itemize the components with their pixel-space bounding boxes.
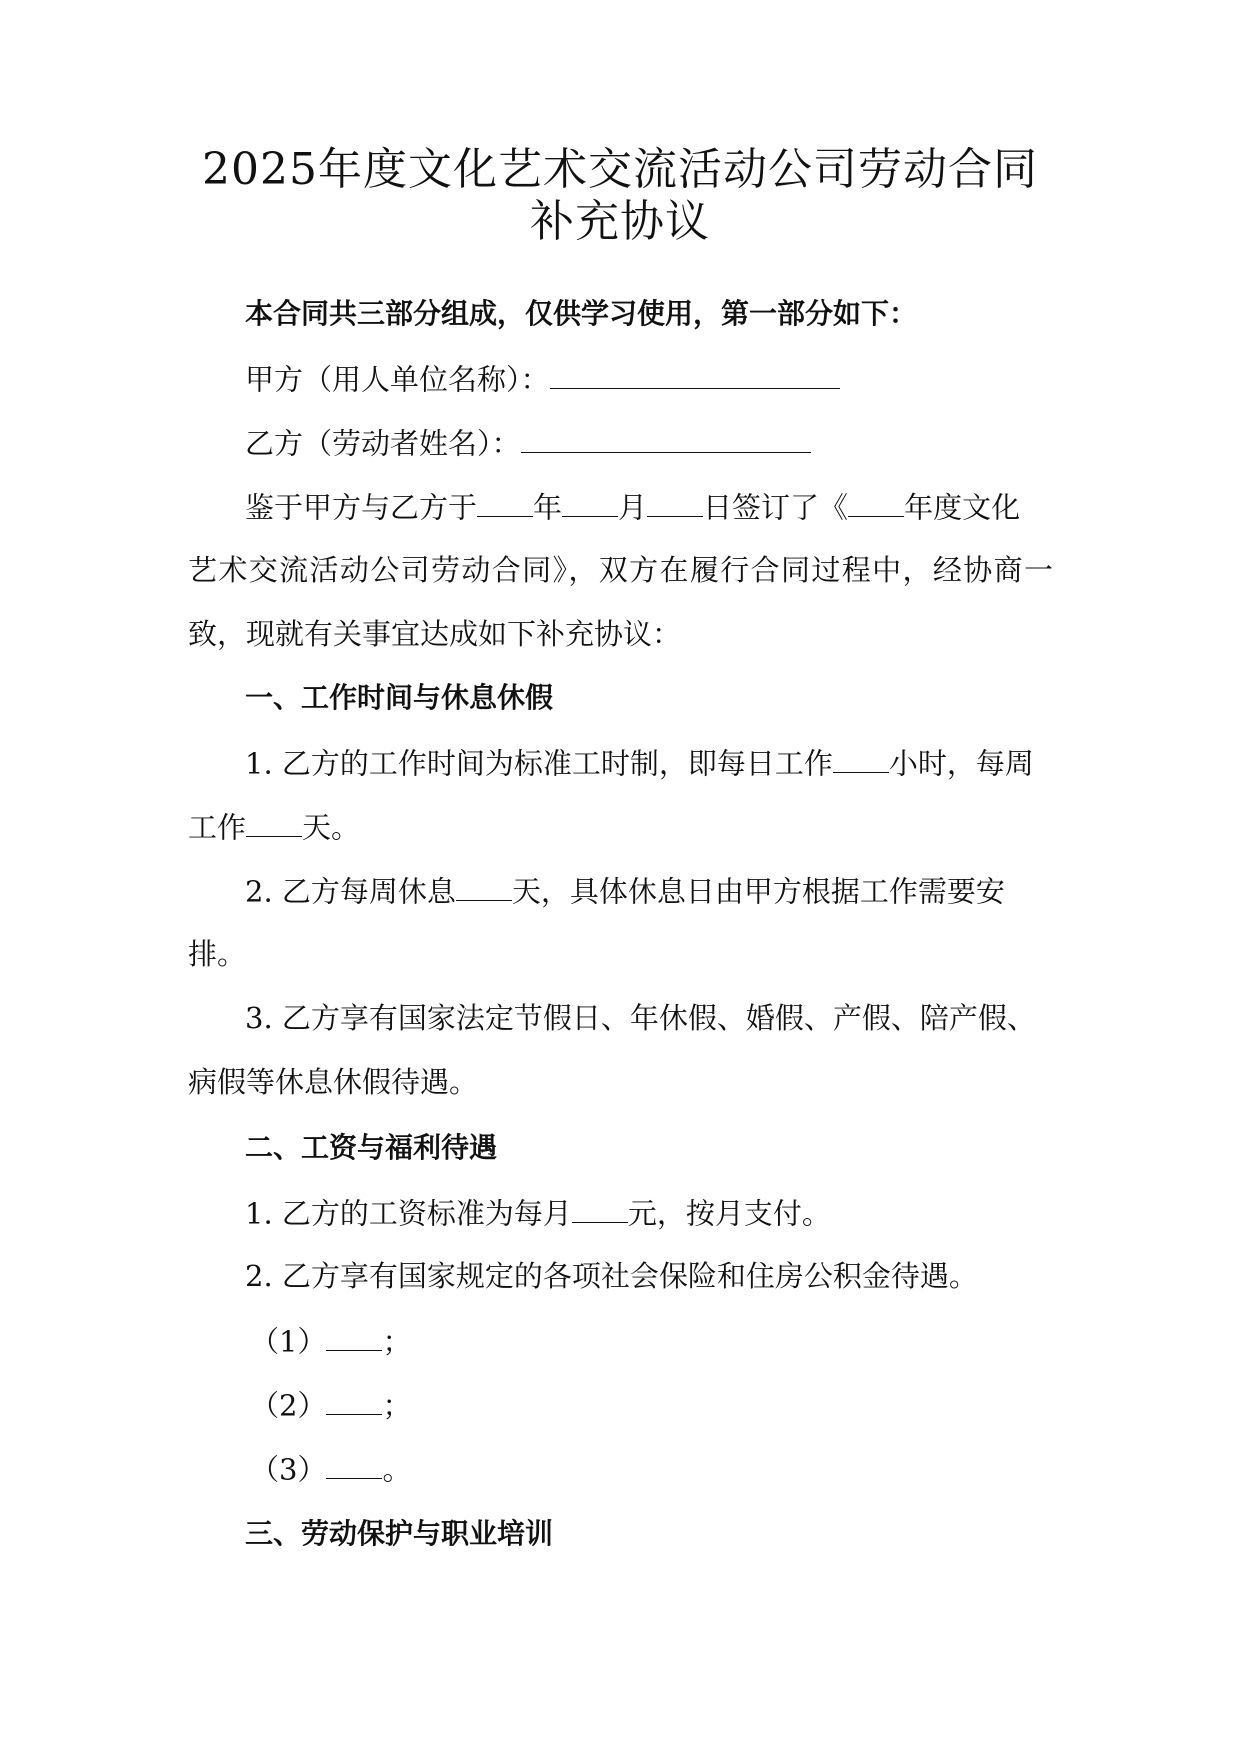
document-title-line2: 补充协议: [530, 196, 710, 247]
sign-month-blank[interactable]: [562, 486, 618, 517]
preamble-text: 鉴于甲方与乙方于: [245, 490, 478, 525]
sub-label: （2）: [250, 1388, 327, 1423]
sub-end: ；: [382, 1324, 412, 1359]
preamble-line1: [245, 486, 1020, 527]
sign-year-blank[interactable]: [477, 486, 533, 517]
monthly-salary-blank[interactable]: [572, 1192, 628, 1223]
day-signed-text: 日签订了《: [703, 490, 849, 525]
section2-item1: [245, 1192, 831, 1233]
section2-sub3: [250, 1448, 411, 1489]
section3-heading: 三、劳动保护与职业培训: [245, 1517, 554, 1550]
item-text: 天，具体休息日由甲方根据工作需要安: [511, 874, 1005, 909]
sub-label: （1）: [250, 1324, 327, 1359]
section1-item1: [245, 742, 1034, 783]
item-text: 2. 乙方每周休息: [245, 874, 456, 909]
section2-sub1: [250, 1320, 411, 1361]
party-a-line: [245, 358, 840, 399]
year-text: 年: [533, 490, 563, 525]
sub-end: 。: [382, 1452, 412, 1487]
item-text: 工作: [188, 810, 247, 845]
weekly-days-blank[interactable]: [246, 806, 302, 837]
party-b-label: 乙方（劳动者姓名）：: [245, 426, 521, 461]
section1-item2-cont: 排。: [188, 937, 247, 971]
intro-text: 本合同共三部分组成，仅供学习使用，第一部分如下：: [245, 297, 918, 330]
sub-end: ；: [382, 1388, 412, 1423]
section1-heading: 一、工作时间与休息休假: [245, 681, 554, 714]
section1-item3: 3. 乙方享有国家法定节假日、年休假、婚假、产假、陪产假、: [245, 1001, 1036, 1035]
section2-item2: 2. 乙方享有国家规定的各项社会保险和住房公积金待遇。: [245, 1259, 978, 1293]
benefit-3-blank[interactable]: [326, 1448, 382, 1479]
item-text: 小时，每周: [888, 746, 1034, 781]
contract-year-blank[interactable]: [848, 486, 904, 517]
party-b-line: [245, 422, 811, 463]
section1-item3-cont: 病假等休息休假待遇。: [188, 1065, 479, 1099]
item-text: 1. 乙方的工资标准为每月: [245, 1196, 572, 1231]
party-a-name-blank[interactable]: [550, 358, 840, 389]
section2-sub2: [250, 1384, 411, 1425]
year-culture-text: 年度文化: [904, 490, 1021, 525]
section1-item1-cont: [188, 806, 360, 847]
month-text: 月: [618, 490, 648, 525]
document-title-line1: 2025年度文化艺术交流活动公司劳动合同: [202, 144, 1038, 195]
daily-hours-blank[interactable]: [833, 742, 889, 773]
item-text: 元，按月支付。: [627, 1196, 831, 1231]
section2-heading: 二、工资与福利待遇: [245, 1131, 498, 1164]
party-a-label: 甲方（用人单位名称）：: [245, 362, 550, 397]
preamble-line2: 艺术交流活动公司劳动合同》，双方在履行合同过程中，经协商一: [188, 553, 1053, 587]
sub-label: （3）: [250, 1452, 327, 1487]
preamble-line3: 致，现就有关事宜达成如下补充协议：: [188, 617, 682, 651]
section1-item2: [245, 870, 1005, 911]
item-text: 天。: [302, 810, 361, 845]
party-b-name-blank[interactable]: [521, 422, 811, 453]
benefit-2-blank[interactable]: [326, 1384, 382, 1415]
item-text: 1. 乙方的工作时间为标准工时制，即每日工作: [245, 746, 833, 781]
rest-days-blank[interactable]: [456, 870, 512, 901]
benefit-1-blank[interactable]: [326, 1320, 382, 1351]
sign-day-blank[interactable]: [647, 486, 703, 517]
